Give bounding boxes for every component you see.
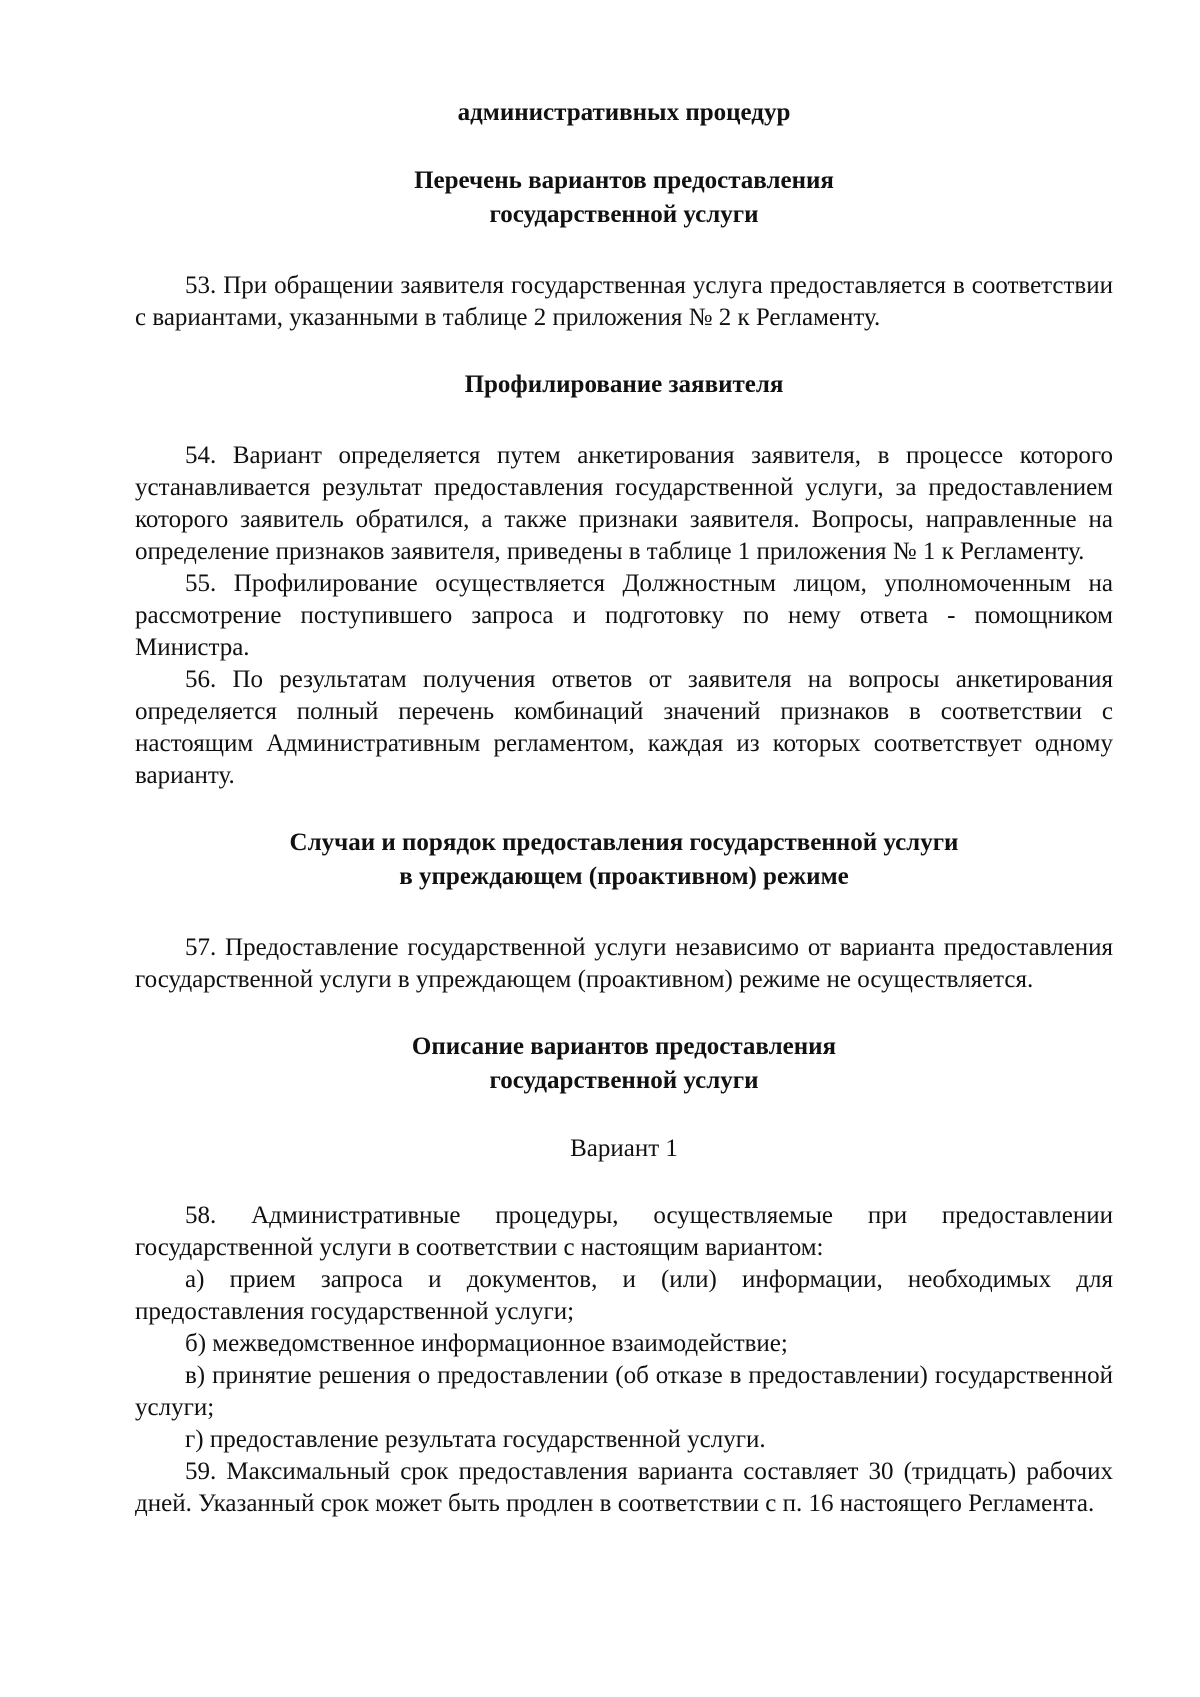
section-heading-line: государственной услуги [489,201,759,228]
section-heading-line: Описание вариантов предоставления [411,1033,837,1060]
section-proactive-mode [135,826,1113,996]
section-heading-line: в упреждающем (проактивном) режиме [399,863,849,890]
paragraph-58: 58. Административные процедуры, осуществляемые при предоставлении государственной услуги в соответствии с настоящим вариантом: [135,1202,1113,1261]
section-heading-line: Перечень вариантов предоставления [414,167,834,194]
section-heading-line: государственной услуги [489,1067,759,1094]
paragraph-55: 55. Профилирование осуществляется Должностным лицом, уполномоченным на рассмотрение поступившего запроса и подготовку по нему ответа - помощником Министра. [135,570,1113,661]
section-profiling [135,368,1113,792]
list-item-a: а) прием запроса и документов, и (или) информации, необходимых для предоставления государственной услуги; [135,1266,1113,1325]
document-body [135,96,1113,1520]
paragraph-56: 56. По результатам получения ответов от заявителя на вопросы анкетирования определяется полный перечень комбинаций значений признаков в соответствии с настоящим Административным регламентом, каждая из которых соответствует одному варианту. [135,666,1113,789]
variant-subheading: Вариант 1 [570,1135,678,1162]
section-heading-line: Профилирование заявителя [464,371,784,398]
section-variants-description [135,1030,1113,1520]
list-item-v: в) принятие решения о предоставлении (об отказе в предоставлении) государственной услуги; [135,1362,1113,1421]
paragraph-54: 54. Вариант определяется путем анкетирования заявителя, в процессе которого устанавливается результат предоставления государственной услуги, за предоставлением которого заявитель обратился, а также признаки заявителя. Вопросы, направленные на определение признаков заявителя, приведены в таблице 1 приложения № 1 к Регламенту. [135,442,1113,565]
list-item-g: г) предоставление результата государственной услуги. [185,1426,766,1453]
paragraph-57: 57. Предоставление государственной услуги независимо от варианта предоставления государственной услуги в упреждающем (проактивном) режиме не осуществляется. [135,934,1113,993]
section-heading-line: Случаи и порядок предоставления государственной услуги [289,829,959,856]
top-heading: административных процедур [457,99,791,126]
list-item-b: б) межведомственное информационное взаимодействие; [185,1330,788,1357]
paragraph-59: 59. Максимальный срок предоставления варианта составляет 30 (тридцать) рабочих дней. Указанный срок может быть продлен в соответствии с п. 16 настоящего Регламента. [135,1458,1113,1517]
paragraph-53: 53. При обращении заявителя государственная услуга предоставляется в соответствии с вариантами, указанными в таблице 2 приложения № 2 к Регламенту. [135,272,1113,331]
section-variants-list [135,164,1113,334]
